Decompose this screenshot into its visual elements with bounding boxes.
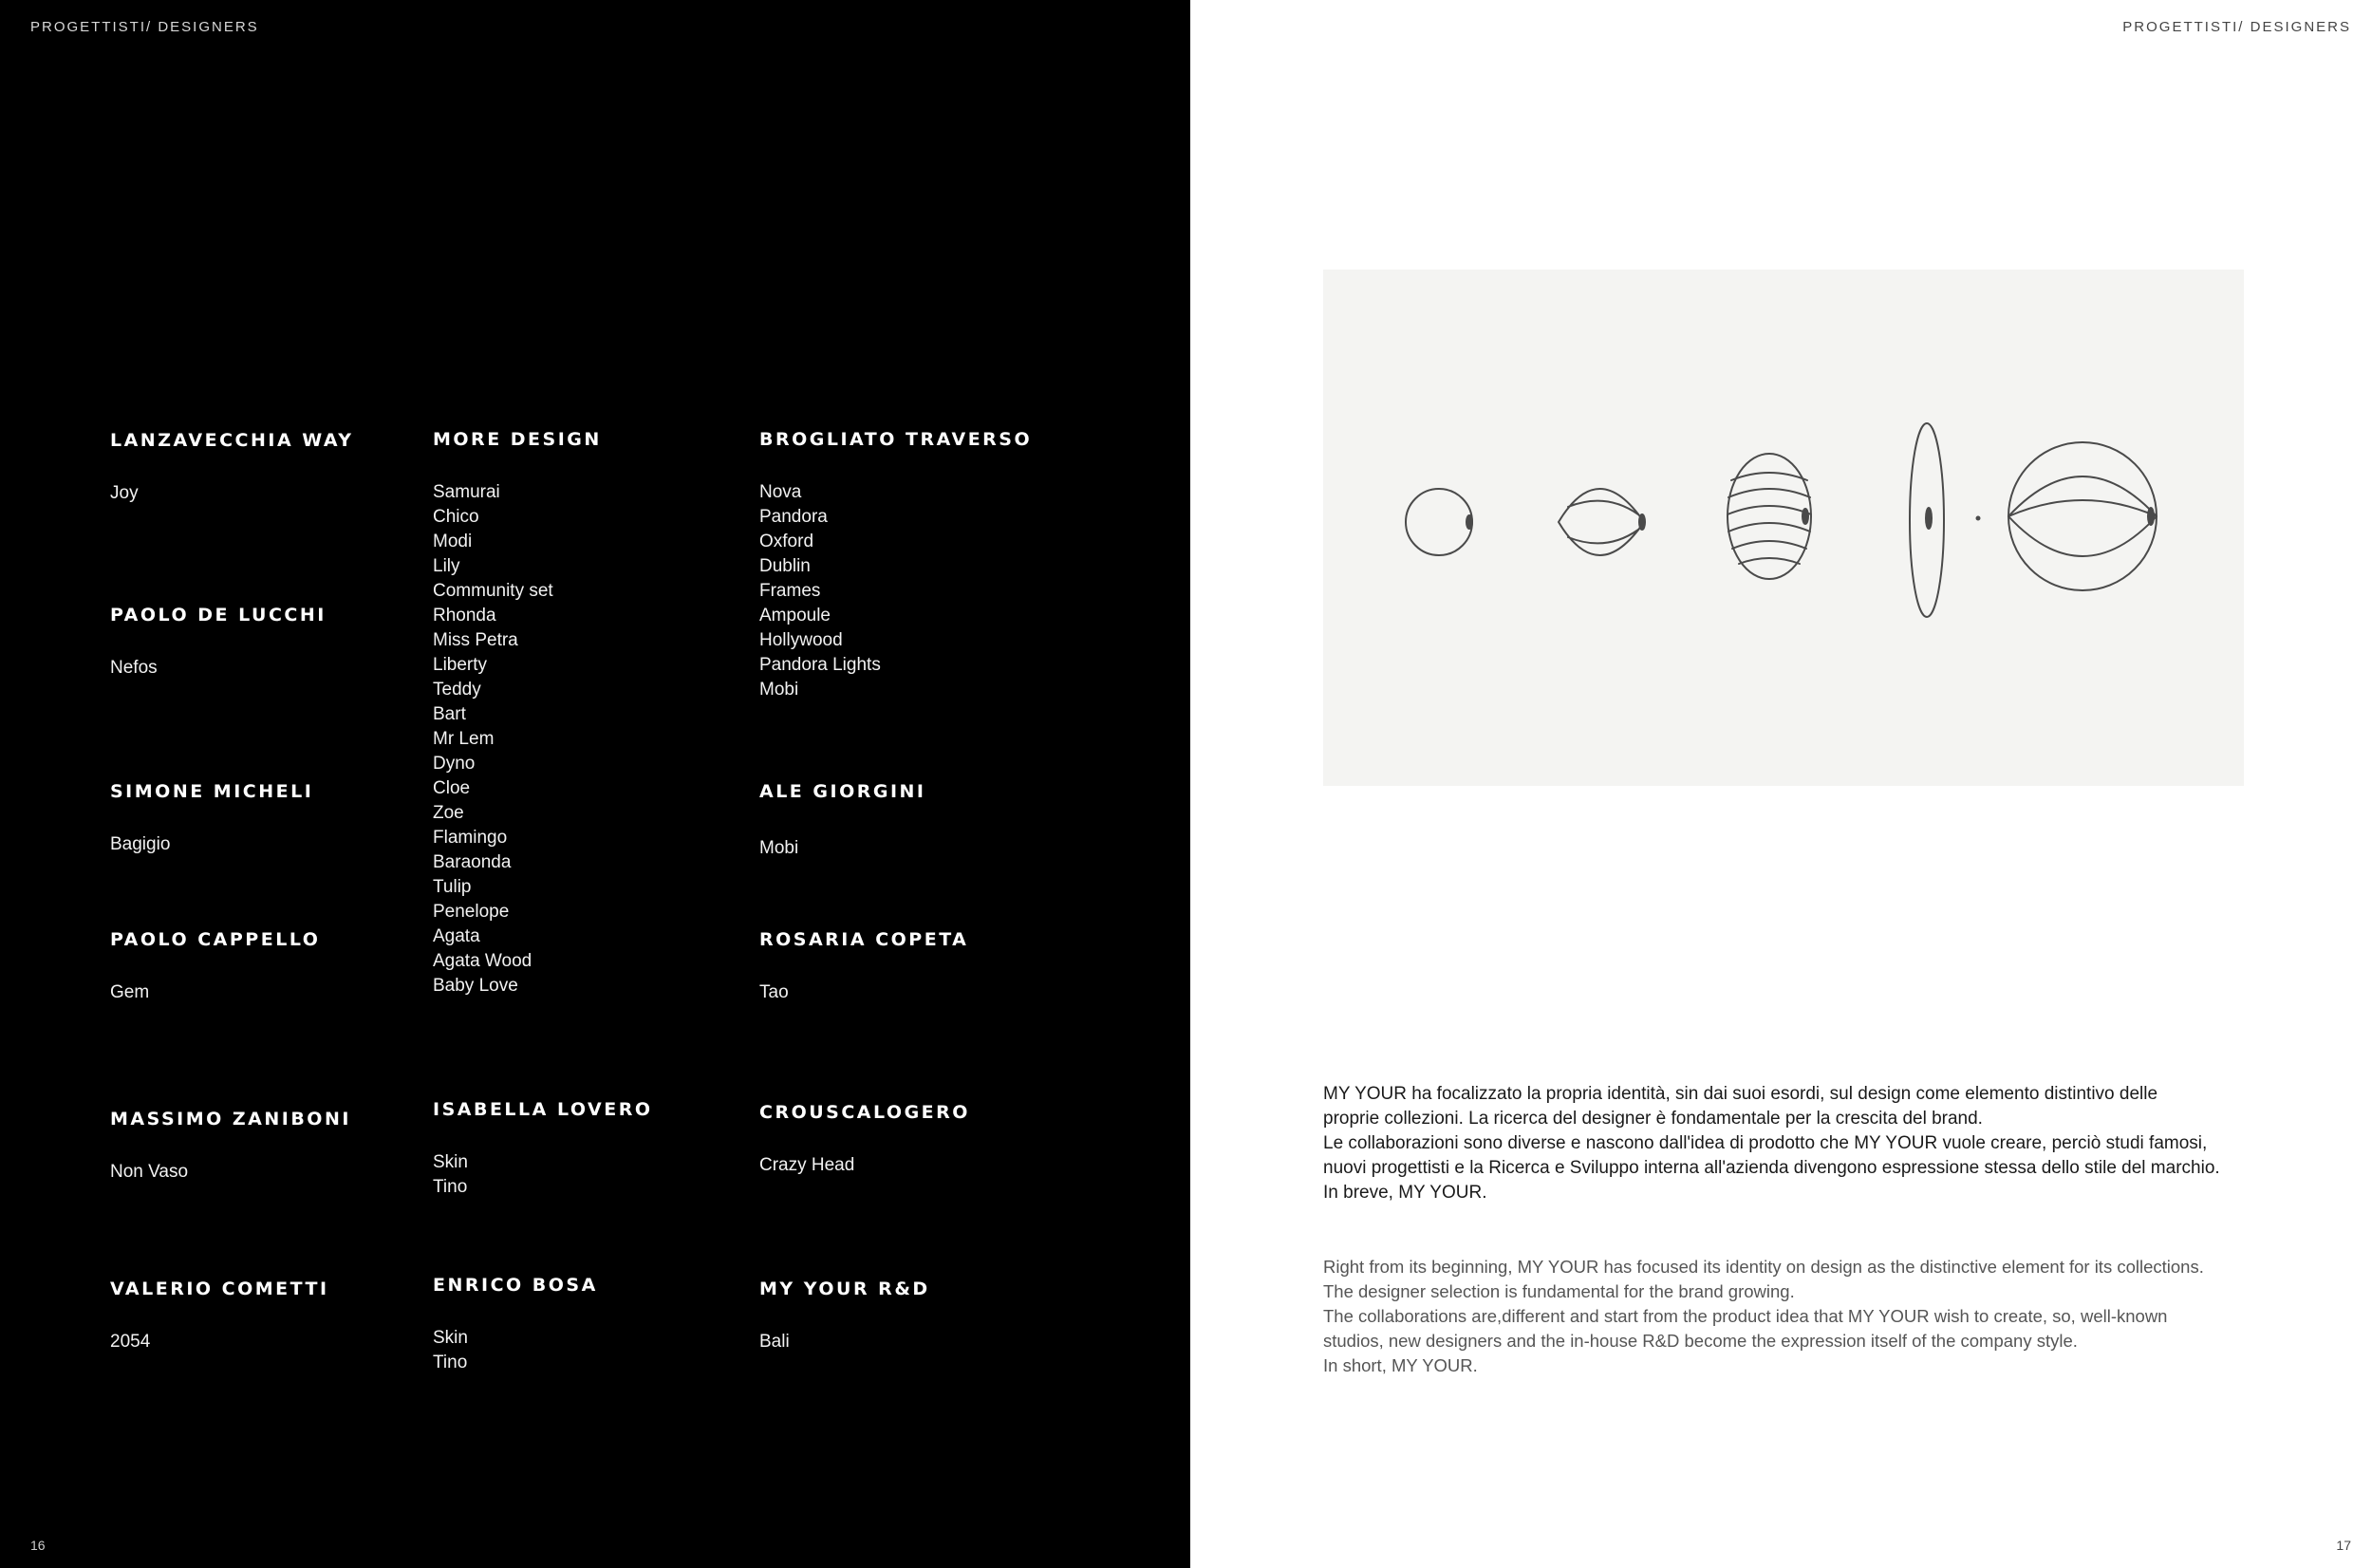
- designer-group: [433, 1273, 598, 1375]
- product-item: Samurai: [433, 482, 500, 502]
- designer-group: [759, 779, 926, 861]
- product-item: Agata: [433, 926, 480, 946]
- product-list: [759, 1330, 930, 1354]
- product-item: Mr Lem: [433, 729, 495, 749]
- intro-en-line: The designer selection is fundamental for the brand growing.: [1323, 1281, 1795, 1301]
- intro-it-line: Le collaborazioni sono diverse e nascono dall'idea di prodotto che MY YOUR vuole creare, perciò studi famosi,: [1323, 1133, 2208, 1153]
- product-item: Tulip: [433, 877, 472, 897]
- designer-group: [110, 1277, 329, 1354]
- product-item: Nova: [759, 482, 802, 502]
- designer-group: [759, 1100, 970, 1178]
- product-item: Bart: [433, 704, 466, 724]
- product-item: Mobi: [759, 838, 799, 858]
- product-item: Hollywood: [759, 630, 843, 650]
- designer-name: MASSIMO ZANIBONI: [110, 1109, 351, 1129]
- right-page: [1190, 0, 2372, 1568]
- product-item: Frames: [759, 581, 821, 601]
- product-item: Miss Petra: [433, 630, 518, 650]
- product-list: [433, 1326, 598, 1375]
- designer-group: [759, 1277, 930, 1354]
- intro-en-line: Right from its beginning, MY YOUR has focused its identity on design as the distinctive element for its collections.: [1323, 1257, 2204, 1277]
- product-item: 2054: [110, 1332, 151, 1352]
- designer-name: CROUSCALOGERO: [759, 1102, 970, 1123]
- product-list: [759, 836, 926, 861]
- product-item: Oxford: [759, 532, 814, 551]
- product-list: [759, 480, 1032, 702]
- page-number-right: 17: [2336, 1538, 2351, 1553]
- product-item: Agata Wood: [433, 951, 532, 971]
- product-item: Ampoule: [759, 606, 831, 625]
- product-item: Gem: [110, 982, 150, 1002]
- running-head-right: PROGETTISTI/ DESIGNERS: [2122, 19, 2351, 35]
- designer-name: PAOLO CAPPELLO: [110, 929, 321, 950]
- designer-group: [759, 427, 1032, 702]
- product-list: [110, 832, 313, 857]
- product-item: Skin: [433, 1328, 468, 1348]
- designer-name: ISABELLA LOVERO: [433, 1099, 653, 1120]
- designer-name: MORE DESIGN: [433, 429, 602, 450]
- product-item: Rhonda: [433, 606, 496, 625]
- designer-group: [110, 927, 320, 1005]
- intro-it-line: In breve, MY YOUR.: [1323, 1183, 1487, 1203]
- designer-group: [110, 1107, 351, 1185]
- product-item: Cloe: [433, 778, 471, 798]
- product-list: [110, 980, 320, 1005]
- product-list: [759, 1153, 970, 1178]
- product-item: Mobi: [759, 680, 799, 700]
- product-list: [759, 980, 968, 1005]
- designer-name: ROSARIA COPETA: [759, 929, 969, 950]
- designer-group: [110, 603, 327, 681]
- product-item: Dyno: [433, 754, 476, 774]
- sketch-ribbed-globe: [1728, 454, 1811, 579]
- intro-it-line: proprie collezioni. La ricerca del designer è fondamentale per la crescita del brand.: [1323, 1109, 1983, 1129]
- product-item: Dublin: [759, 556, 811, 576]
- designer-name: PAOLO DE LUCCHI: [110, 605, 327, 625]
- product-list: [110, 1330, 329, 1354]
- product-item: Crazy Head: [759, 1155, 855, 1175]
- designer-group: [433, 1097, 653, 1200]
- designer-name: SIMONE MICHELI: [110, 781, 314, 802]
- product-list: [433, 480, 602, 999]
- running-head-left: PROGETTISTI/ DESIGNERS: [30, 19, 259, 35]
- product-item: Tino: [433, 1177, 468, 1197]
- product-item: Non Vaso: [110, 1162, 189, 1182]
- product-item: Joy: [110, 483, 139, 503]
- intro-en-line: The collaborations are,different and start from the product idea that MY YOUR wish to create, so, well-known: [1323, 1306, 2168, 1326]
- product-list: [433, 1150, 653, 1200]
- product-item: Modi: [433, 532, 473, 551]
- sketch-sphere-large: [2008, 442, 2157, 590]
- product-item: Community set: [433, 581, 553, 601]
- designer-name: BROGLIATO TRAVERSO: [759, 429, 1033, 450]
- product-item: Pandora: [759, 507, 828, 527]
- product-item: Baby Love: [433, 976, 518, 996]
- designer-name: LANZAVECCHIA WAY: [110, 430, 354, 451]
- product-item: Flamingo: [433, 828, 508, 848]
- intro-it-line: MY YOUR ha focalizzato la propria identità, sin dai suoi esordi, sul design come elemento distintivo delle: [1323, 1084, 2158, 1104]
- product-item: Bali: [759, 1332, 790, 1352]
- product-list: [110, 1160, 351, 1185]
- product-item: Tino: [433, 1353, 468, 1372]
- product-item: Teddy: [433, 680, 481, 700]
- product-item: Chico: [433, 507, 479, 527]
- designer-group: [110, 779, 313, 857]
- product-item: Pandora Lights: [759, 655, 881, 675]
- product-item: Tao: [759, 982, 789, 1002]
- designer-name: ENRICO BOSA: [433, 1275, 598, 1296]
- product-list: [110, 481, 354, 506]
- designer-group: [759, 927, 968, 1005]
- product-list: [110, 656, 327, 681]
- product-item: Bagigio: [110, 834, 171, 854]
- designer-name: MY YOUR R&D: [759, 1279, 930, 1299]
- intro-en-line: In short, MY YOUR.: [1323, 1355, 1478, 1375]
- product-item: Baraonda: [433, 852, 512, 872]
- designer-group: [110, 428, 354, 506]
- intro-italian: [1323, 1082, 2258, 1205]
- product-item: Skin: [433, 1152, 468, 1172]
- page-number-left: 16: [30, 1538, 46, 1553]
- lamp-sketch-illustration: [1323, 270, 2244, 786]
- sketch-disc: [1910, 423, 1980, 617]
- designer-group: [433, 427, 602, 999]
- designer-name: VALERIO COMETTI: [110, 1279, 329, 1299]
- sketch-lens-shape: [1559, 489, 1645, 555]
- designer-name: ALE GIORGINI: [759, 781, 926, 802]
- product-item: Nefos: [110, 658, 158, 678]
- product-item: Lily: [433, 556, 460, 576]
- product-item: Zoe: [433, 803, 464, 823]
- intro-it-line: nuovi progettisti e la Ricerca e Sviluppo interna all'azienda divengono espressione stessa dello stile del marchio.: [1323, 1158, 2220, 1178]
- intro-en-line: studios, new designers and the in-house R&D become the expression itself of the company style.: [1323, 1331, 2078, 1351]
- sketch-sphere-small: [1406, 489, 1472, 555]
- intro-english: [1323, 1255, 2258, 1378]
- product-item: Penelope: [433, 902, 510, 922]
- product-item: Liberty: [433, 655, 488, 675]
- sketch-drawing: [1323, 270, 2244, 786]
